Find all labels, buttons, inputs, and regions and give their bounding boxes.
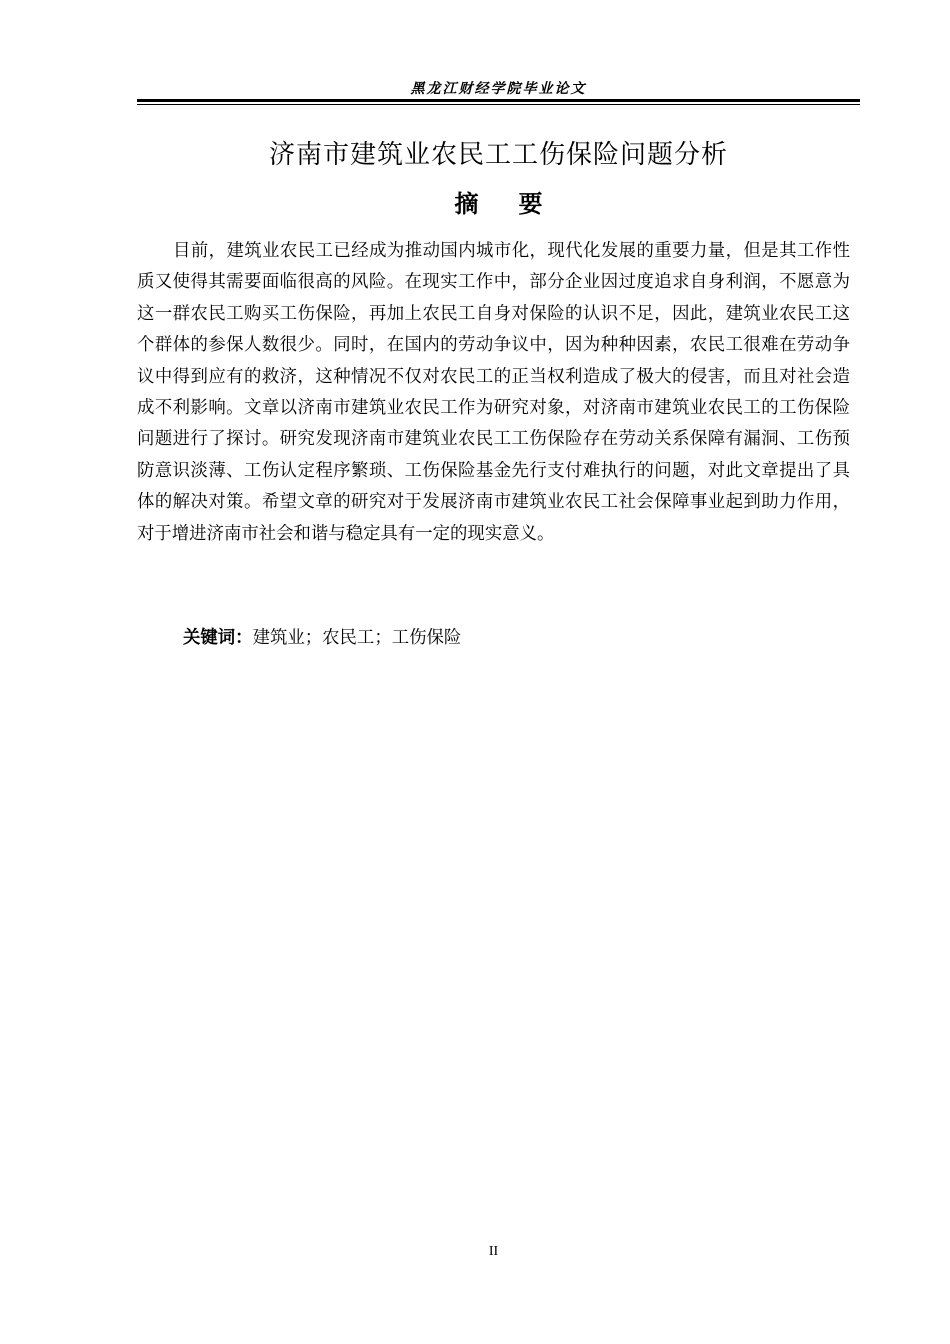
running-header: 黑龙江财经学院毕业论文 bbox=[410, 81, 587, 97]
keywords-value: 建筑业；农民工；工伤保险 bbox=[252, 628, 462, 648]
keywords-line bbox=[183, 624, 461, 652]
abstract-body: 目前，建筑业农民工已经成为推动国内城市化，现代化发展的重要力量，但是其工作性质又使得其需要面临很高的风险。在现实工作中，部分企业因过度追求自身利润，不愿意为这一群农民工购买工伤保险，再加上农民工自身对保险的认识不足，因此，建筑业农民工这个群体的参保人数很少。同时，在国内的劳动争议中，因为种种因素，农民工很难在劳动争议中得到应有的救济，这种情况不仅对农民工的正当权利造成了极大的侵害，而且对社会造成不利影响。文章以济南市建筑业农民工作为研究对象，对济南市建筑业农民工的工伤保险问题进行了探讨。研究发现济南市建筑业农民工工伤保险存在劳动关系保障有漏洞、工伤预防意识淡薄、工伤认定程序繁琐、工伤保险基金先行支付难执行的问题，对此文章提出了具体的解决对策。希望文章的研究对于发展济南市建筑业农民工社会保障事业起到助力作用，对于增进济南市社会和谐与稳定具有一定的现实意义。 bbox=[137, 241, 850, 544]
header-rule-thin bbox=[137, 104, 860, 105]
abstract-heading: 摘要 bbox=[454, 190, 583, 218]
page-number: II bbox=[488, 1244, 499, 1259]
keywords-label: 关键词： bbox=[183, 628, 253, 648]
header-rule-thick bbox=[137, 99, 860, 102]
paper-title: 济南市建筑业农民工工伤保险问题分析 bbox=[268, 140, 728, 170]
